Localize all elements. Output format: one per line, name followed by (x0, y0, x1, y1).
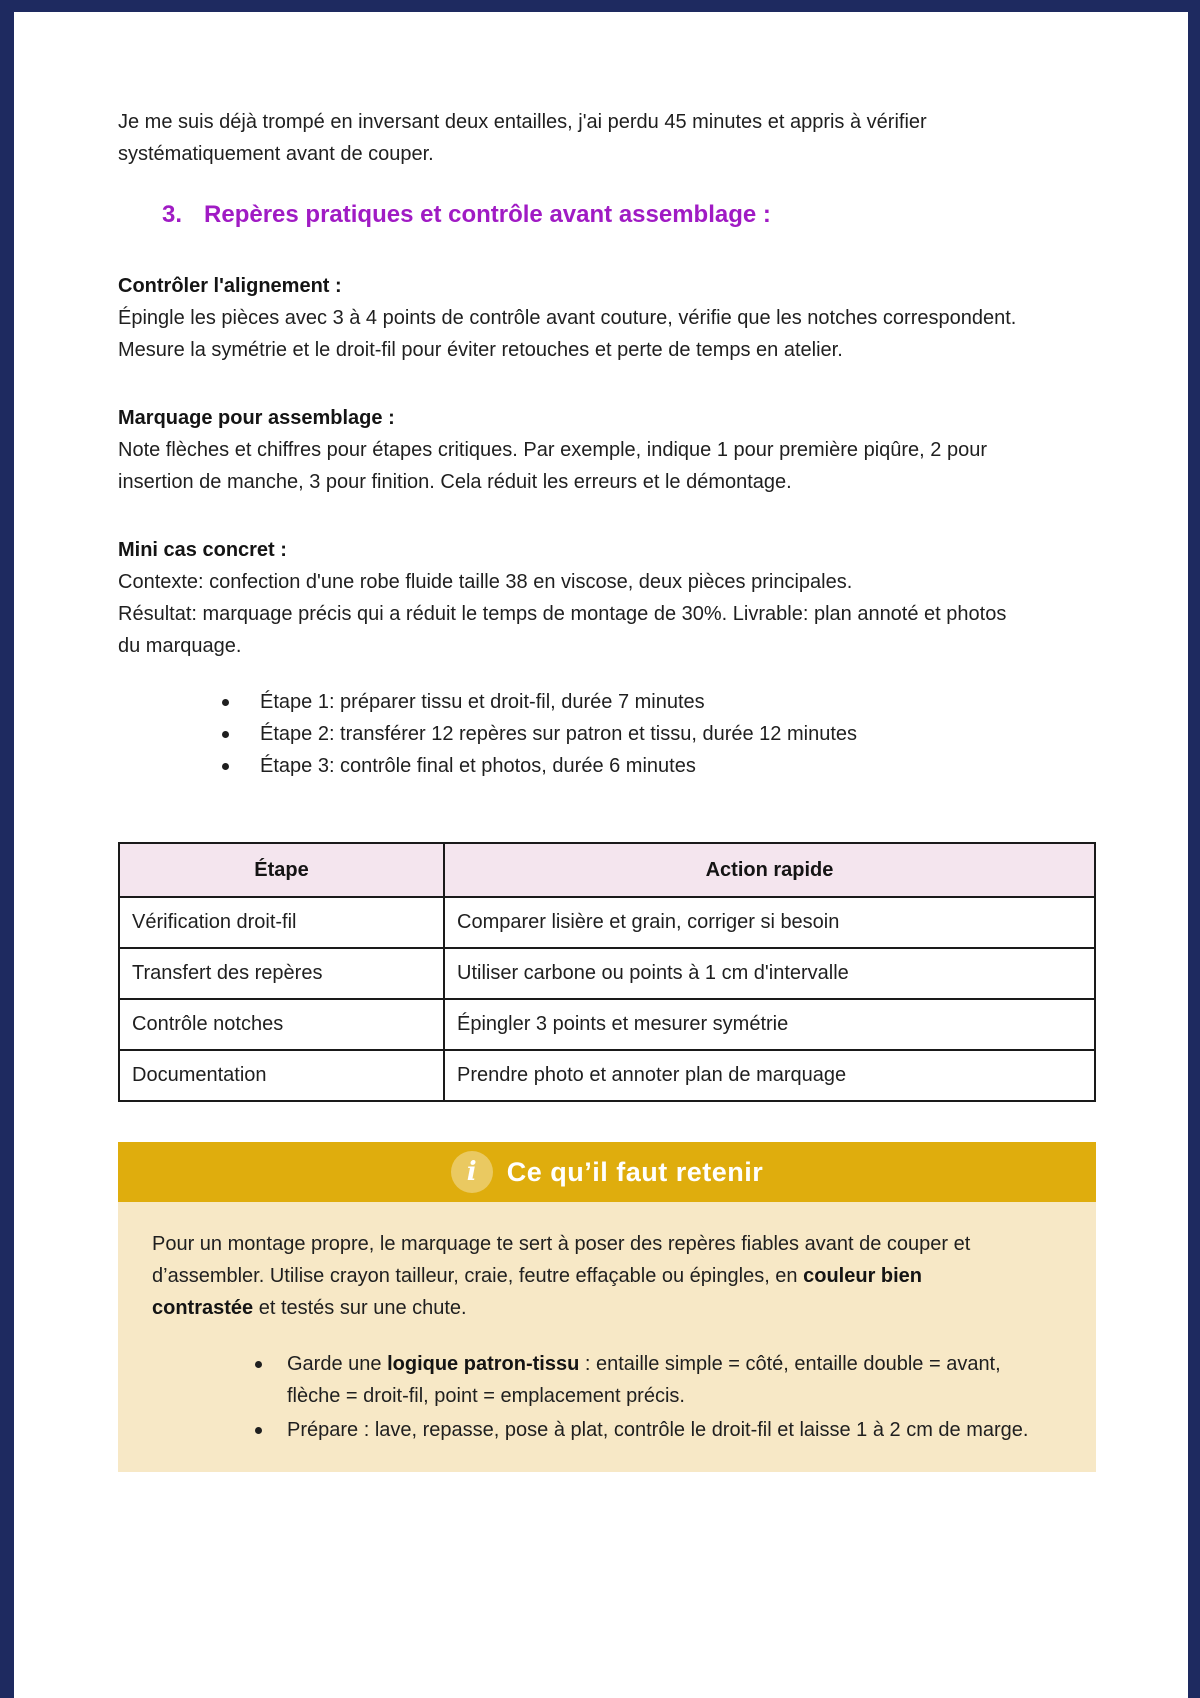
section-body-alignement: Épingle les pièces avec 3 à 4 points de contrôle avant couture, vérifie que les notches correspondent. Mesure la symétrie et le droit-fil pour éviter retouches et perte de temps en atelier. (118, 307, 1017, 361)
subheading-marquage: Marquage pour assemblage : (118, 407, 395, 429)
section-heading (118, 198, 1096, 232)
callout-paragraph-bold: couleur bien contrastée (152, 1265, 923, 1319)
table-header-action: Action rapide (444, 843, 1095, 897)
section-body-marquage: Note flèches et chiffres pour étapes critiques. Par exemple, indique 1 pour première piqûre, 2 pour insertion de manche, 3 pour finition. Cela réduit les erreurs et le démontage. (118, 439, 988, 493)
heading-label: Repères pratiques et contrôle avant assemblage : (204, 201, 771, 228)
heading-number: 3. (162, 201, 183, 228)
table-row (119, 1050, 1095, 1101)
table-cell-etape: Transfert des repères (119, 948, 444, 999)
table-row (119, 948, 1095, 999)
steps-list (220, 686, 1096, 782)
callout-paragraph (152, 1228, 1002, 1324)
callout-bullet-item: Prépare : lave, repasse, pose à plat, contrôle le droit-fil et laisse 1 à 2 cm de marge. (253, 1414, 1047, 1446)
intro-paragraph: Je me suis déjà trompé en inversant deux entailles, j'ai perdu 45 minutes et appris à vérifier systématiquement avant de couper. (118, 111, 927, 165)
table-cell-etape: Vérification droit-fil (119, 897, 444, 948)
callout-paragraph-text: et testés sur une chute. (253, 1297, 467, 1319)
table-cell-action: Prendre photo et annoter plan de marquage (444, 1050, 1095, 1101)
info-icon: i (451, 1151, 493, 1193)
table-header-row (119, 843, 1095, 897)
callout-body (118, 1202, 1096, 1472)
callout-header (118, 1142, 1096, 1202)
summary-table (118, 842, 1096, 1102)
subheading-mini-cas: Mini cas concret : (118, 539, 287, 561)
table-row (119, 897, 1095, 948)
table-cell-action: Épingler 3 points et mesurer symétrie (444, 999, 1095, 1050)
callout-bullets (253, 1348, 1062, 1446)
step-item: Étape 3: contrôle final et photos, durée 6 minutes (220, 750, 1096, 782)
table-header-etape: Étape (119, 843, 444, 897)
mini-cas-contexte: Contexte: confection d'une robe fluide taille 38 en viscose, deux pièces principales. (118, 571, 853, 593)
callout-bullet-text: : entaille simple = côté, entaille double = avant, flèche = droit-fil, point = emplacement précis. (287, 1353, 1001, 1407)
mini-cas-resultat: Résultat: marquage précis qui a réduit le temps de montage de 30%. Livrable: plan annoté et photos du marquage. (118, 603, 1007, 657)
table-cell-action: Utiliser carbone ou points à 1 cm d'intervalle (444, 948, 1095, 999)
step-item: Étape 2: transférer 12 repères sur patron et tissu, durée 12 minutes (220, 718, 1096, 750)
table-cell-etape: Contrôle notches (119, 999, 444, 1050)
callout-bullet-bold: logique patron-tissu (387, 1353, 580, 1375)
callout-title: Ce qu’il faut retenir (506, 1156, 764, 1187)
table-cell-action: Comparer lisière et grain, corriger si besoin (444, 897, 1095, 948)
callout-bullet-item (253, 1348, 1047, 1412)
callout-box (118, 1142, 1096, 1472)
section-body-mini-cas (118, 566, 1018, 662)
step-item: Étape 1: préparer tissu et droit-fil, durée 7 minutes (220, 686, 1096, 718)
callout-bullet-text: Garde une (287, 1353, 388, 1375)
subheading-alignement: Contrôler l'alignement : (118, 275, 342, 297)
table-cell-etape: Documentation (119, 1050, 444, 1101)
callout-paragraph-text: Pour un montage propre, le marquage te sert à poser des repères fiables avant de couper et d’assembler. Utilise crayon tailleur, craie, feutre effaçable ou épingles, en (152, 1233, 971, 1287)
table-row (119, 999, 1095, 1050)
